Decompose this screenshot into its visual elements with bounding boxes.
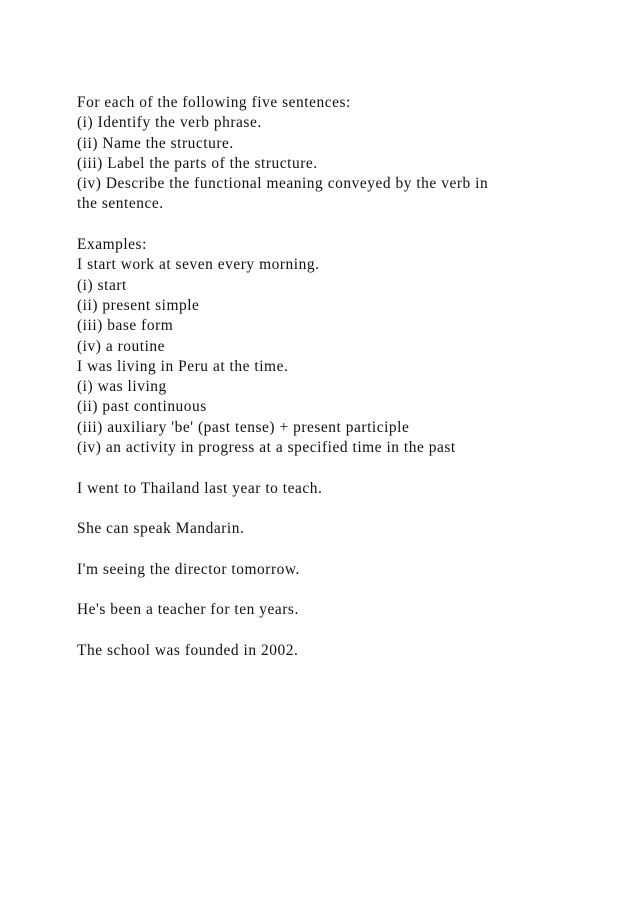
instruction-item-iv-continued: the sentence. <box>77 195 164 213</box>
instructions-intro: For each of the following five sentences: <box>77 94 351 111</box>
exercise-sentence-3: I'm seeing the director tomorrow. <box>77 560 300 578</box>
instruction-item-iii: (iii) Label the parts of the structure. <box>77 154 318 172</box>
exercise-sentence-2: She can speak Mandarin. <box>77 520 245 538</box>
blank-line <box>77 621 557 641</box>
exercise-sentence-5: The school was founded in 2002. <box>77 642 299 660</box>
instructions-section <box>77 93 557 215</box>
exercise-sentence-4: He's been a teacher for ten years. <box>77 601 299 619</box>
blank-line <box>77 580 557 600</box>
exercise-sentences <box>77 479 557 662</box>
example-2-sentence: I was living in Peru at the time. <box>77 357 289 375</box>
instruction-item-ii: (ii) Name the structure. <box>77 134 234 152</box>
example-1-sentence: I start work at seven every morning. <box>77 256 320 274</box>
example-2-answer-iv: (iv) an activity in progress at a specified time in the past <box>77 439 456 457</box>
instruction-item-iv: (iv) Describe the functional meaning conveyed by the verb in <box>77 175 489 193</box>
examples-heading: Examples: <box>77 236 147 254</box>
example-2-answer-iii: (iii) auxiliary 'be' (past tense) + present participle <box>77 418 410 436</box>
instruction-item-i: (i) Identify the verb phrase. <box>77 114 262 132</box>
document-body <box>77 93 557 661</box>
blank-line <box>77 540 557 560</box>
example-2-answer-i: (i) was living <box>77 378 167 396</box>
example-2-answer-ii: (ii) past continuous <box>77 398 207 416</box>
example-1-answer-ii: (ii) present simple <box>77 296 200 314</box>
example-1-answer-iv: (iv) a routine <box>77 337 166 355</box>
exercise-sentence-1: I went to Thailand last year to teach. <box>77 479 323 497</box>
blank-line <box>77 215 557 235</box>
blank-line <box>77 458 557 478</box>
example-1-answer-iii: (iii) base form <box>77 317 174 335</box>
blank-line <box>77 499 557 519</box>
example-1-answer-i: (i) start <box>77 276 127 294</box>
examples-section <box>77 235 557 458</box>
